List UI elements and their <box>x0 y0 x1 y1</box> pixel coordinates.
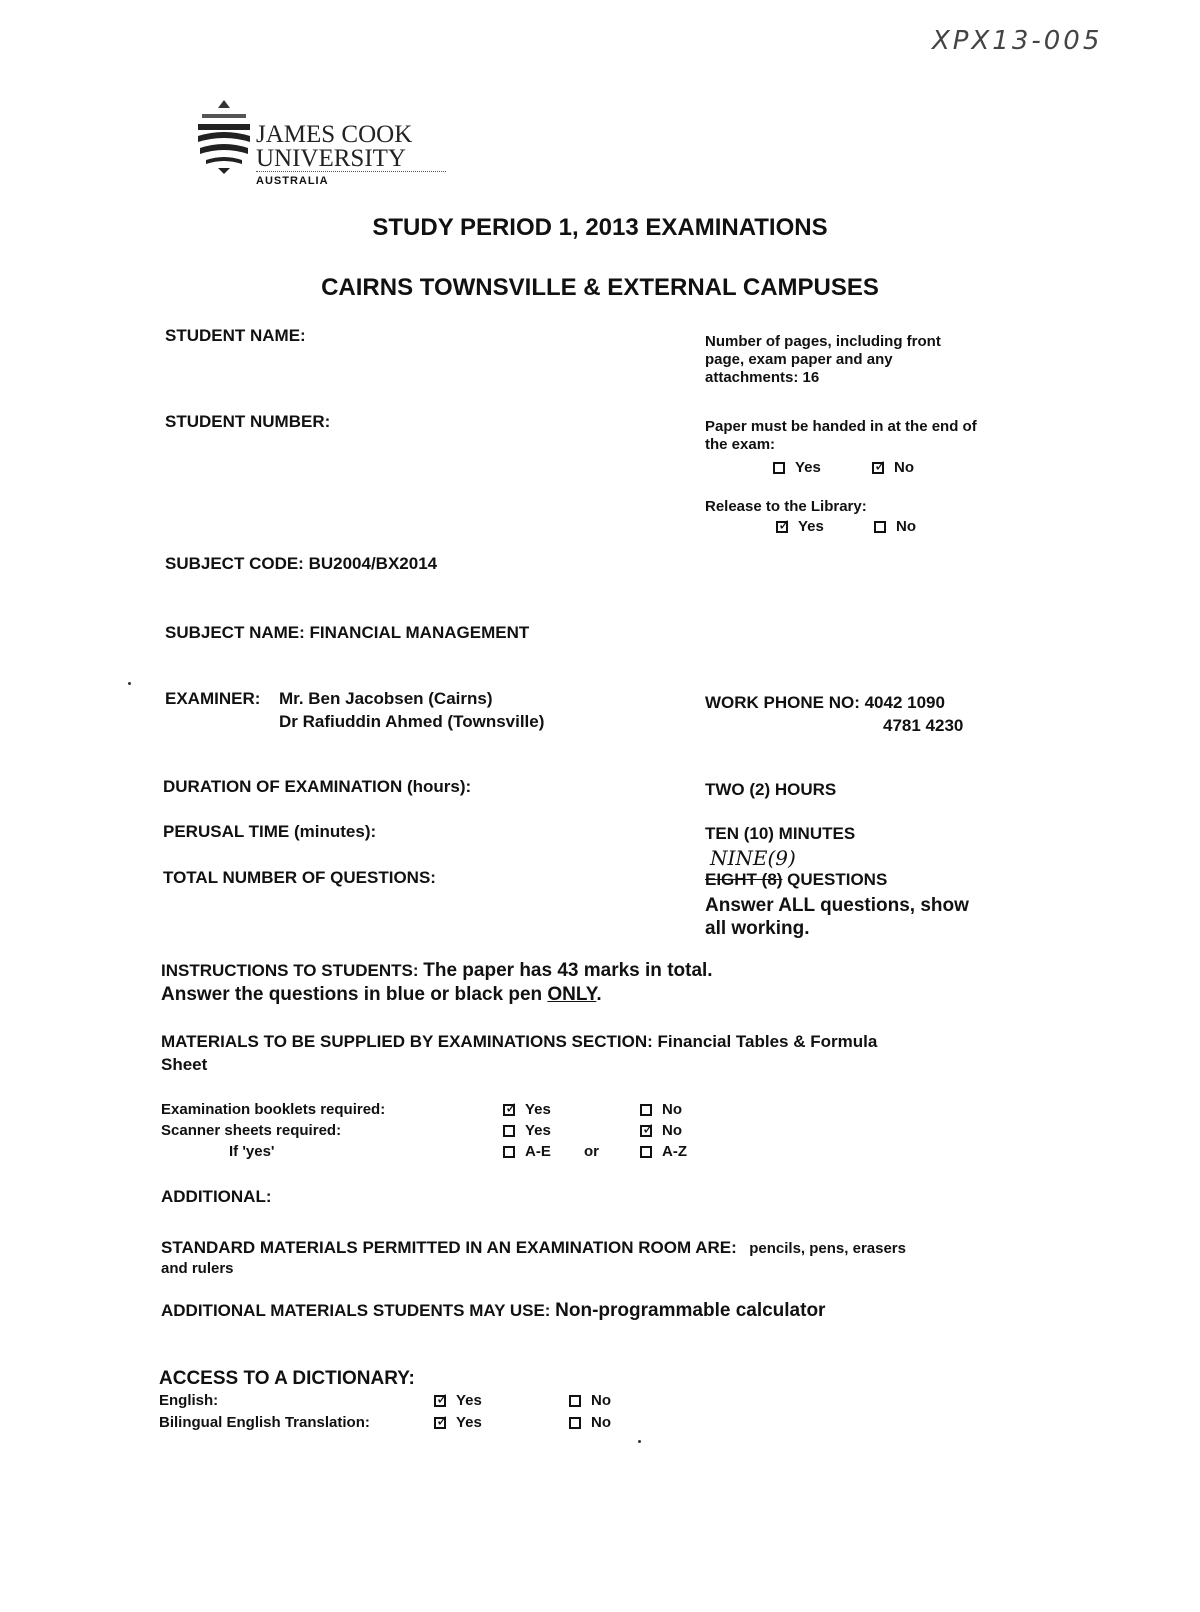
instructions-text-2: Answer the questions in blue or black pen <box>161 984 548 1005</box>
examiner-name-2: Dr Rafiuddin Ahmed (Townsville) <box>279 712 545 731</box>
ifyes-az-option[interactable] <box>640 1143 687 1161</box>
english-yes-option[interactable] <box>434 1392 482 1410</box>
bilingual-no-label: No <box>591 1414 611 1431</box>
dictionary-label: ACCESS TO A DICTIONARY: <box>159 1368 415 1389</box>
booklets-no-checkbox[interactable] <box>640 1104 652 1116</box>
english-no-checkbox[interactable] <box>569 1395 581 1407</box>
logo-divider <box>256 171 446 172</box>
logo-line-1: JAMES COOK <box>256 121 413 148</box>
examiner-label: EXAMINER: <box>165 689 261 708</box>
examiner-name-1: Mr. Ben Jacobsen (Cairns) <box>279 689 493 708</box>
ifyes-label: If 'yes' <box>229 1143 275 1160</box>
booklets-yes-label: Yes <box>525 1101 551 1118</box>
work-phone: WORK PHONE NO: 4042 1090 <box>705 693 945 712</box>
release-no-label: No <box>896 518 916 535</box>
english-yes-label: Yes <box>456 1392 482 1409</box>
subject-name: SUBJECT NAME: FINANCIAL MANAGEMENT <box>165 623 530 642</box>
dictionary-bilingual-label: Bilingual English Translation: <box>159 1414 370 1431</box>
handin-yes-label: Yes <box>795 459 821 476</box>
campus-title: CAIRNS TOWNSVILLE & EXTERNAL CAMPUSES <box>321 274 879 301</box>
standard-materials-text-2: and rulers <box>161 1260 234 1277</box>
pages-note-line-3: attachments: 16 <box>705 369 820 386</box>
questions-suffix: QUESTIONS <box>782 870 888 889</box>
scanner-yes-label: Yes <box>525 1122 551 1139</box>
perusal-label: PERUSAL TIME (minutes): <box>163 822 377 841</box>
english-no-option[interactable] <box>569 1392 611 1410</box>
release-no-checkbox[interactable] <box>874 521 886 533</box>
bilingual-yes-checkbox[interactable] <box>434 1417 446 1429</box>
ifyes-ae-checkbox[interactable] <box>503 1146 515 1158</box>
handin-line-2: the exam: <box>705 436 776 453</box>
work-phone-2: 4781 4230 <box>883 716 964 735</box>
dictionary-english-label: English: <box>159 1392 219 1409</box>
release-yes-checkbox[interactable] <box>776 521 788 533</box>
handin-note <box>705 418 977 454</box>
ifyes-ae-option[interactable] <box>503 1143 551 1161</box>
release-label: Release to the Library: <box>705 498 867 515</box>
english-no-label: No <box>591 1392 611 1409</box>
booklets-no-option[interactable] <box>640 1101 682 1119</box>
pages-note-line-2: page, exam paper and any <box>705 351 893 368</box>
release-yes-option[interactable] <box>776 518 824 536</box>
subject-code: SUBJECT CODE: BU2004/BX2014 <box>165 554 438 573</box>
university-crest-icon <box>196 98 252 176</box>
handin-no-option[interactable] <box>872 459 914 477</box>
bilingual-no-option[interactable] <box>569 1414 611 1432</box>
instructions-only: ONLY <box>547 984 597 1005</box>
student-name-label: STUDENT NAME: <box>165 326 306 345</box>
handin-no-label: No <box>894 459 914 476</box>
logo-line-2: UNIVERSITY <box>256 145 406 172</box>
instructions <box>161 960 713 982</box>
logo-line-3: AUSTRALIA <box>256 175 329 187</box>
scanner-no-label: No <box>662 1122 682 1139</box>
questions-note-1: Answer ALL questions, show <box>705 895 969 916</box>
additional-label: ADDITIONAL: <box>161 1187 272 1206</box>
additional-materials-label: ADDITIONAL MATERIALS STUDENTS MAY USE: <box>161 1301 556 1320</box>
handwritten-question-count: NINE(9) <box>710 846 796 870</box>
ifyes-ae-label: A-E <box>525 1143 551 1160</box>
booklets-yes-checkbox[interactable] <box>503 1104 515 1116</box>
scanner-yes-option[interactable] <box>503 1122 551 1140</box>
booklets-no-label: No <box>662 1101 682 1118</box>
materials-line-2: Sheet <box>161 1055 208 1074</box>
release-yes-label: Yes <box>798 518 824 535</box>
standard-materials <box>161 1238 906 1258</box>
pages-note-line-1: Number of pages, including front <box>705 333 941 350</box>
booklets-yes-option[interactable] <box>503 1101 551 1119</box>
ifyes-az-label: A-Z <box>662 1143 687 1160</box>
duration-label: DURATION OF EXAMINATION (hours): <box>163 777 472 796</box>
instructions-period: . <box>596 984 602 1005</box>
bilingual-yes-option[interactable] <box>434 1414 482 1432</box>
scanner-label: Scanner sheets required: <box>161 1122 342 1139</box>
scan-speck <box>128 682 131 685</box>
additional-materials-value: Non-programmable calculator <box>555 1300 826 1321</box>
perusal-value: TEN (10) MINUTES <box>705 824 856 843</box>
handin-yes-checkbox[interactable] <box>773 462 785 474</box>
document-id: XPX13-005 <box>932 26 1103 56</box>
booklets-label: Examination booklets required: <box>161 1101 386 1118</box>
scanner-no-checkbox[interactable] <box>640 1125 652 1137</box>
standard-materials-label: STANDARD MATERIALS PERMITTED IN AN EXAMINATION ROOM ARE: <box>161 1238 737 1257</box>
pages-note <box>705 333 941 387</box>
instructions-label: INSTRUCTIONS TO STUDENTS: <box>161 961 424 980</box>
bilingual-yes-label: Yes <box>456 1414 482 1431</box>
scanner-no-option[interactable] <box>640 1122 682 1140</box>
english-yes-checkbox[interactable] <box>434 1395 446 1407</box>
duration-value: TWO (2) HOURS <box>705 780 837 799</box>
questions-note-2: all working. <box>705 918 810 939</box>
standard-materials-text-1: pencils, pens, erasers <box>749 1240 906 1257</box>
handin-no-checkbox[interactable] <box>872 462 884 474</box>
student-number-label: STUDENT NUMBER: <box>165 412 331 431</box>
ifyes-or: or <box>584 1143 599 1160</box>
questions-label: TOTAL NUMBER OF QUESTIONS: <box>163 868 436 887</box>
instructions-line-2 <box>161 984 602 1006</box>
scanner-yes-checkbox[interactable] <box>503 1125 515 1137</box>
struck-question-count: EIGHT (8) <box>705 870 783 889</box>
bilingual-no-checkbox[interactable] <box>569 1417 581 1429</box>
handin-line-1: Paper must be handed in at the end of <box>705 418 977 435</box>
instructions-text-1: The paper has 43 marks in total. <box>423 960 713 981</box>
release-no-option[interactable] <box>874 518 916 536</box>
handin-yes-option[interactable] <box>773 459 821 477</box>
exam-title: STUDY PERIOD 1, 2013 EXAMINATIONS <box>372 214 828 241</box>
ifyes-az-checkbox[interactable] <box>640 1146 652 1158</box>
additional-materials <box>161 1300 825 1322</box>
questions-value <box>705 870 887 890</box>
materials-line-1: MATERIALS TO BE SUPPLIED BY EXAMINATIONS SECTION: Financial Tables & Formula <box>161 1032 878 1051</box>
scan-speck <box>638 1440 641 1443</box>
